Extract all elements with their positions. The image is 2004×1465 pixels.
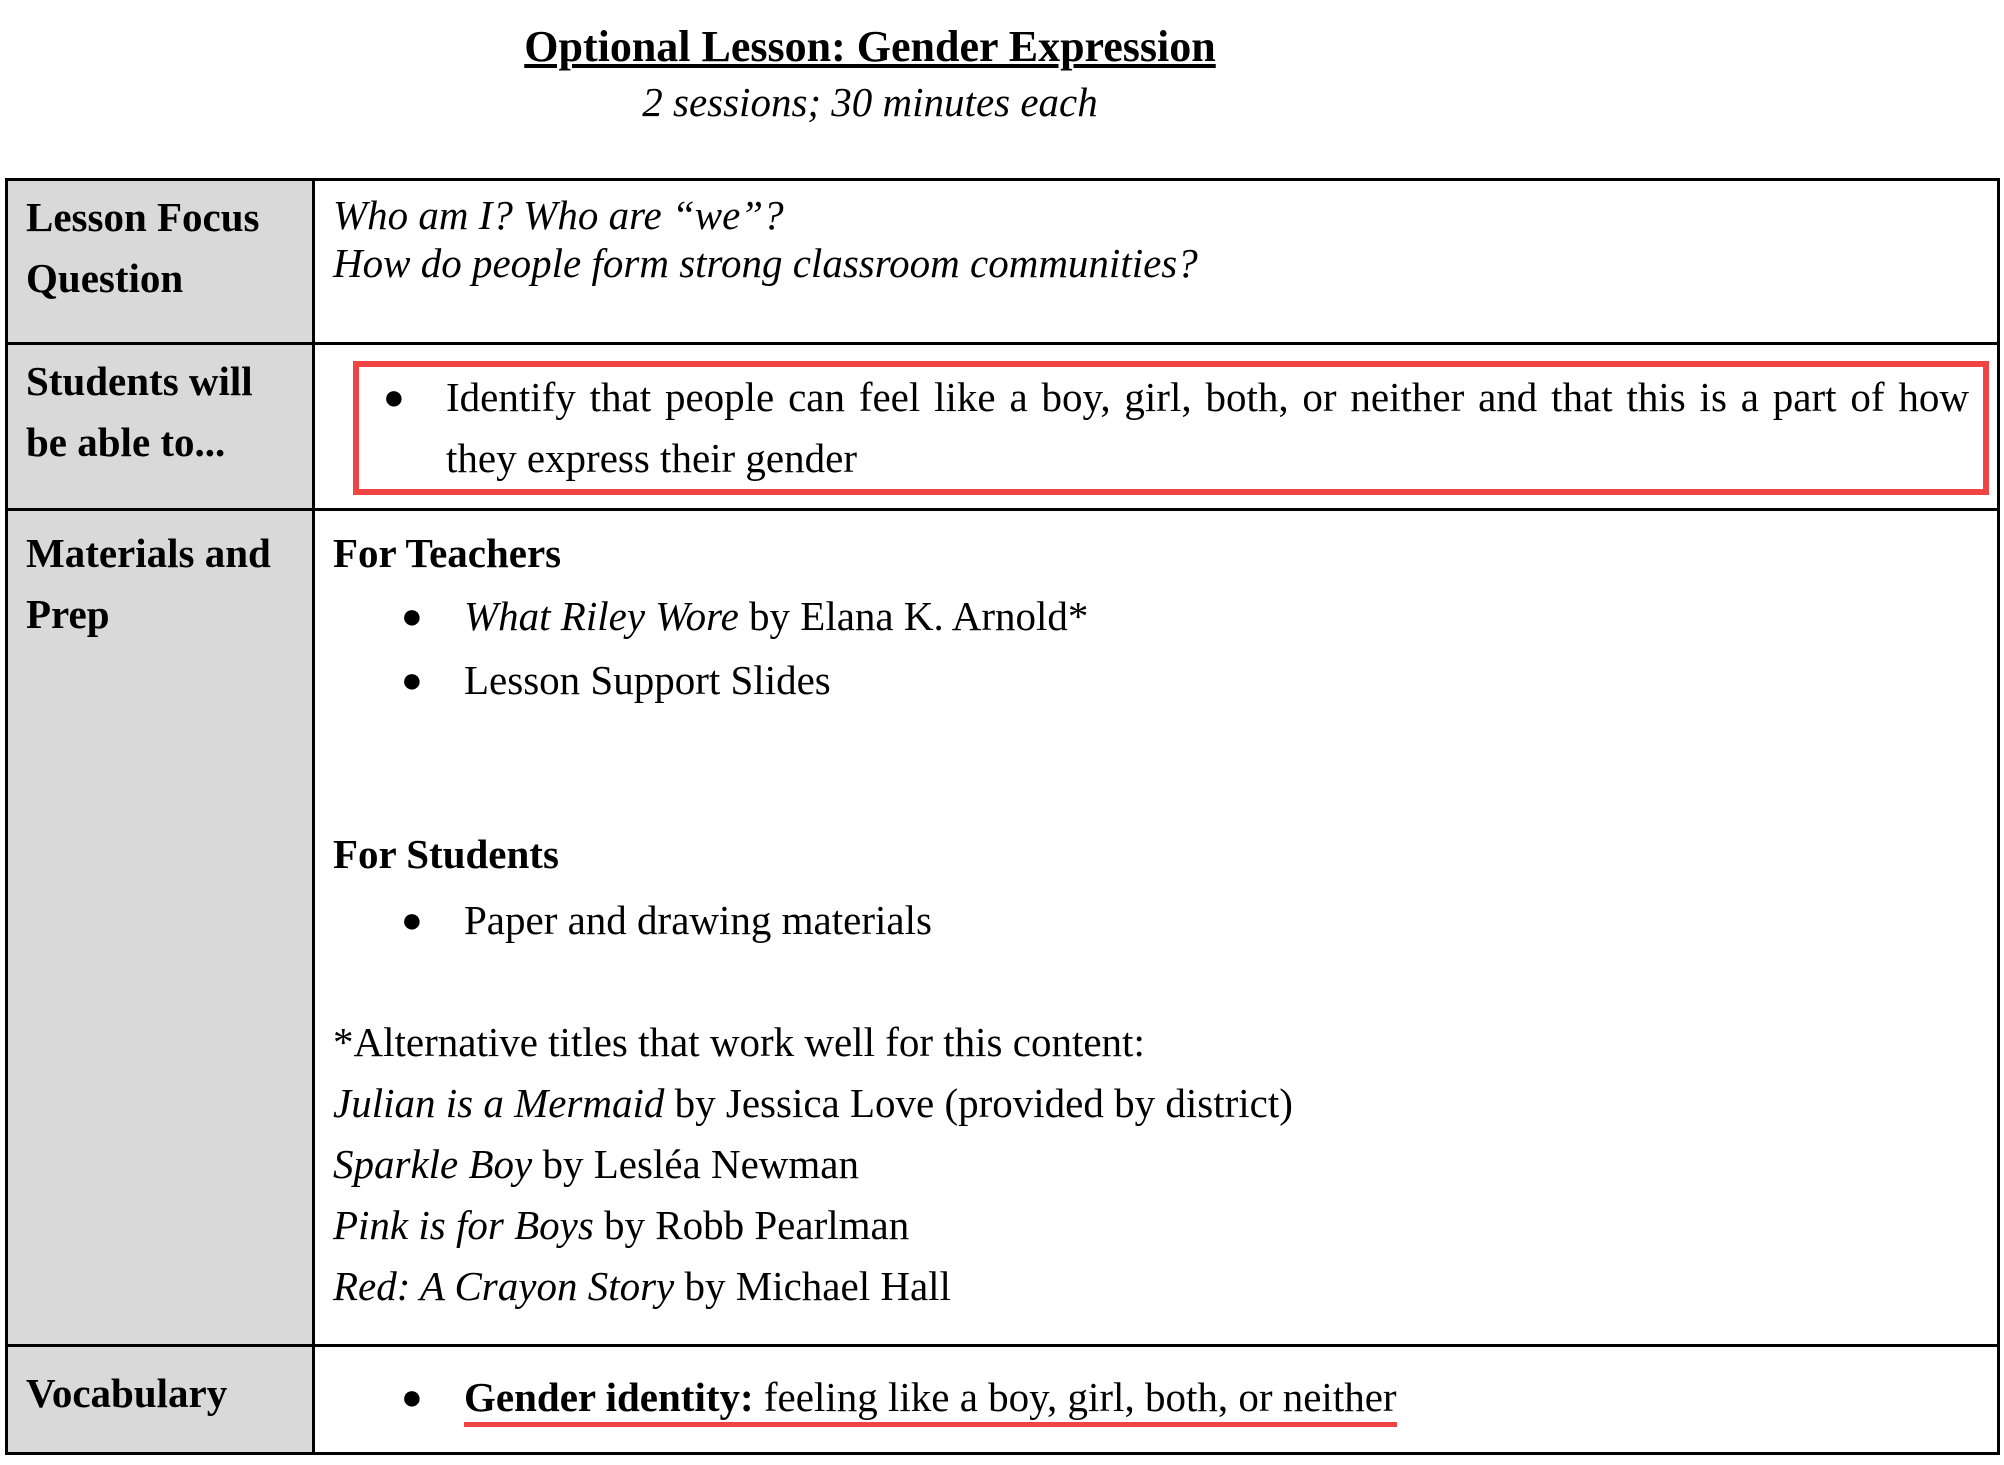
student-materials-list — [333, 890, 1979, 951]
bullet-icon: ● — [401, 900, 423, 940]
vocabulary-term: Gender identity: — [464, 1374, 754, 1420]
objectives-content — [314, 344, 1999, 510]
bullet-icon: ● — [401, 1377, 423, 1417]
row-focus-question — [7, 180, 1999, 344]
focus-question-line-1: Who am I? Who are “we”? — [333, 192, 784, 238]
page-title: Optional Lesson: Gender Expression — [524, 22, 1216, 71]
label-vocabulary: Vocabulary — [7, 1346, 314, 1454]
objective-highlight-box — [353, 361, 1989, 495]
alternative-title: Pink is for Boys by Robb Pearlman — [333, 1202, 910, 1248]
label-materials: Materials and Prep — [7, 510, 314, 1346]
vocabulary-definition: feeling like a boy, girl, both, or neither — [753, 1374, 1397, 1420]
vocabulary-content — [314, 1346, 1999, 1454]
label-objectives: Students will be able to... — [7, 344, 314, 510]
bullet-icon: ● — [383, 377, 405, 417]
alternatives-intro: *Alternative titles that work well for this content: — [333, 1019, 1145, 1065]
vocabulary-underlined-text — [464, 1374, 1397, 1427]
label-focus-question: Lesson Focus Question — [7, 180, 314, 344]
focus-question-line-2: How do people form strong classroom communities? — [333, 240, 1198, 286]
row-vocabulary — [7, 1346, 1999, 1454]
alternative-title: Julian is a Mermaid by Jessica Love (provided by district) — [333, 1080, 1293, 1126]
teacher-materials-list — [333, 584, 1979, 712]
objective-bullet-item: ● Identify that people can feel like a boy, girl, both, or neither and that this is a part of how they express their gender — [359, 367, 1969, 489]
materials-content — [314, 510, 1999, 1346]
vocabulary-item — [333, 1367, 1979, 1428]
list-item: ● What Riley Wore by Elana K. Arnold* — [333, 584, 1979, 648]
alternative-title: Red: A Crayon Story by Michael Hall — [333, 1263, 951, 1309]
page-subtitle: 2 sessions; 30 minutes each — [642, 79, 1098, 125]
alternative-title: Sparkle Boy by Lesléa Newman — [333, 1141, 859, 1187]
teachers-heading: For Teachers — [333, 530, 562, 576]
lesson-table — [5, 178, 2000, 1455]
bullet-icon: ● — [401, 660, 423, 700]
list-item: ● Paper and drawing materials — [333, 890, 1979, 951]
bullet-icon: ● — [401, 596, 423, 636]
focus-question-content — [314, 180, 1999, 344]
row-materials — [7, 510, 1999, 1346]
students-heading: For Students — [333, 831, 559, 877]
list-item: ● Lesson Support Slides — [333, 648, 1979, 712]
row-objectives — [7, 344, 1999, 510]
